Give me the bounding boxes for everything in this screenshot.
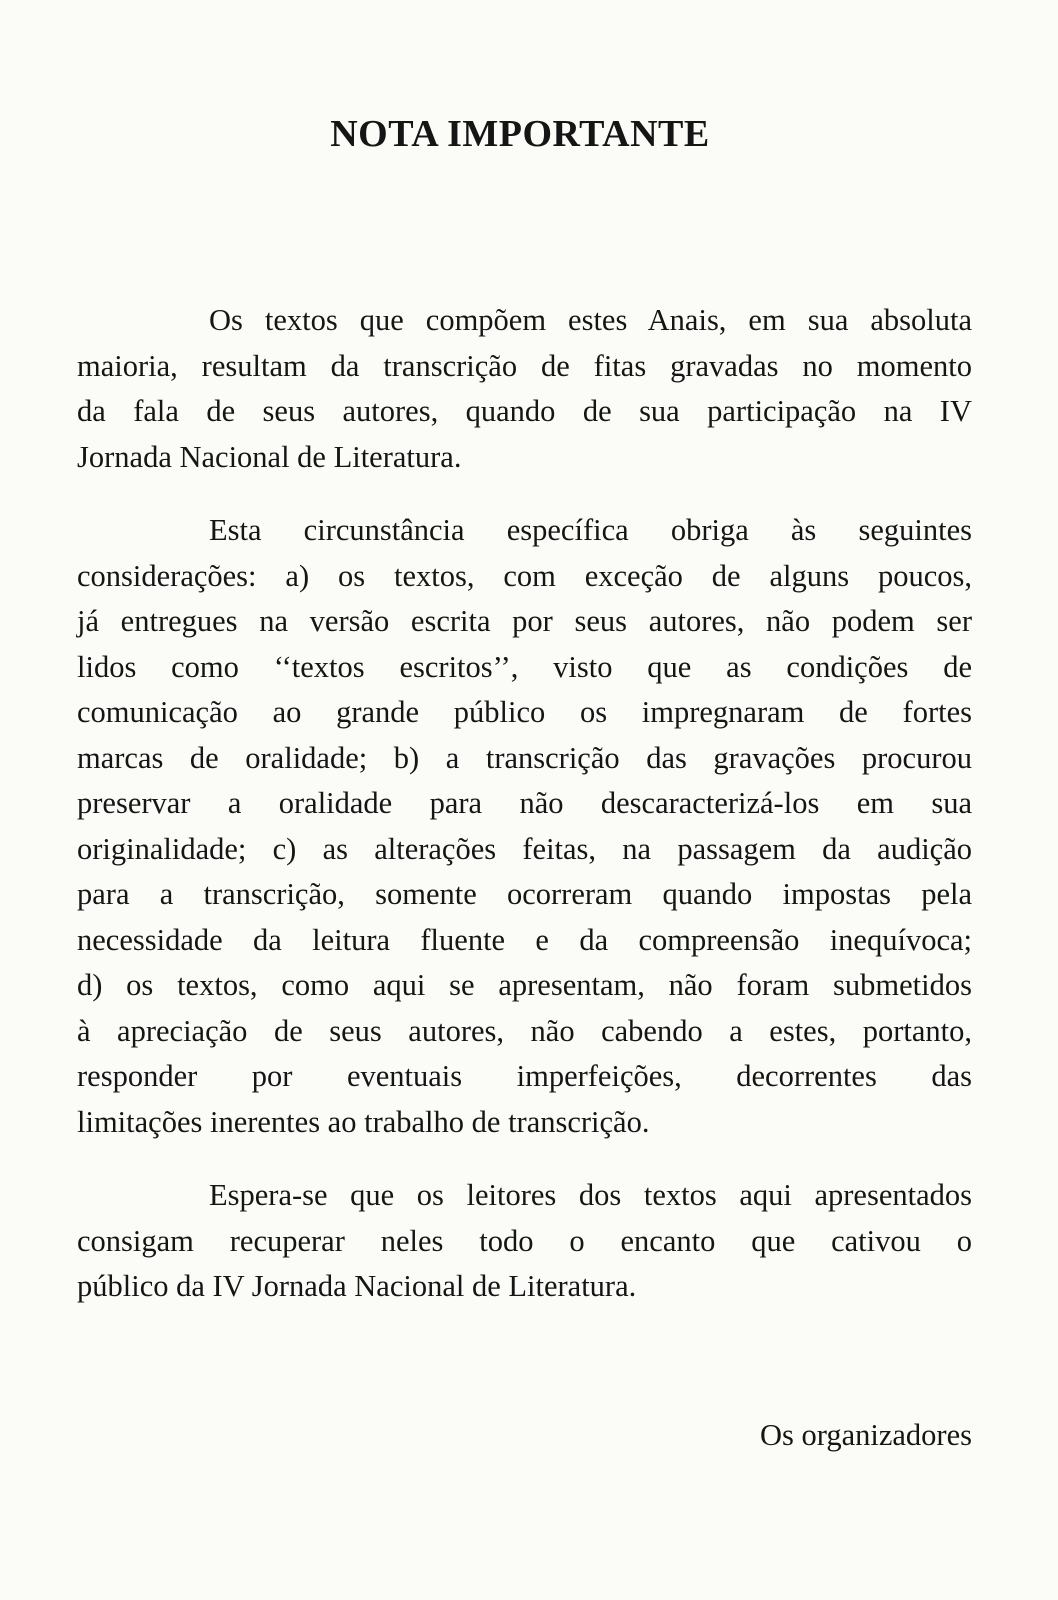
text-line: consigam recuperar neles todo o encanto que cativou o [77,1223,972,1258]
text-line: Espera-se que os leitores dos textos aqui apresentados [209,1178,972,1212]
text-line: marcas de oralidade; b) a transcrição das gravações procurou [77,740,972,775]
text-line: originalidade; c) as alterações feitas, na passagem da audição [77,831,972,866]
text-line: Jornada Nacional de Literatura. [77,439,462,474]
paragraph-2 [77,508,972,1145]
text-line: Esta circunstância específica obriga às seguintes [209,513,972,547]
text-line: d) os textos, como aqui se apresentam, não foram submetidos [77,968,972,1002]
text-line: à apreciação de seus autores, não cabendo a estes, portanto, [77,1013,972,1048]
note-body [77,298,972,1338]
page-title: NOTA IMPORTANTE [330,113,710,155]
text-line: comunicação ao grande público os impregnaram de fortes [77,695,972,729]
paragraph-3 [77,1173,972,1310]
text-line: Os textos que compõem estes Anais, em sua absoluta [209,303,972,337]
text-line: público da IV Jornada Nacional de Literatura. [77,1269,637,1303]
text-line: já entregues na versão escrita por seus autores, não podem ser [77,604,972,638]
text-line: para a transcrição, somente ocorreram quando impostas pela [77,877,972,911]
text-line: considerações: a) os textos, com exceção de alguns poucos, [77,558,972,593]
text-line: maioria, resultam da transcrição de fitas gravadas no momento [77,348,972,383]
signature: Os organizadores [759,1418,972,1452]
text-line: preservar a oralidade para não descaracterizá-los em sua [77,786,972,820]
text-line: responder por eventuais imperfeições, decorrentes das [77,1059,972,1093]
text-line: limitações inerentes ao trabalho de transcrição. [77,1104,650,1139]
text-line: lidos como ‘‘textos escritos’’, visto que as condições de [77,649,972,684]
text-line: da fala de seus autores, quando de sua participação na IV [77,394,972,428]
paragraph-1 [77,298,972,480]
text-line: necessidade da leitura fluente e da compreensão inequívoca; [77,922,972,957]
